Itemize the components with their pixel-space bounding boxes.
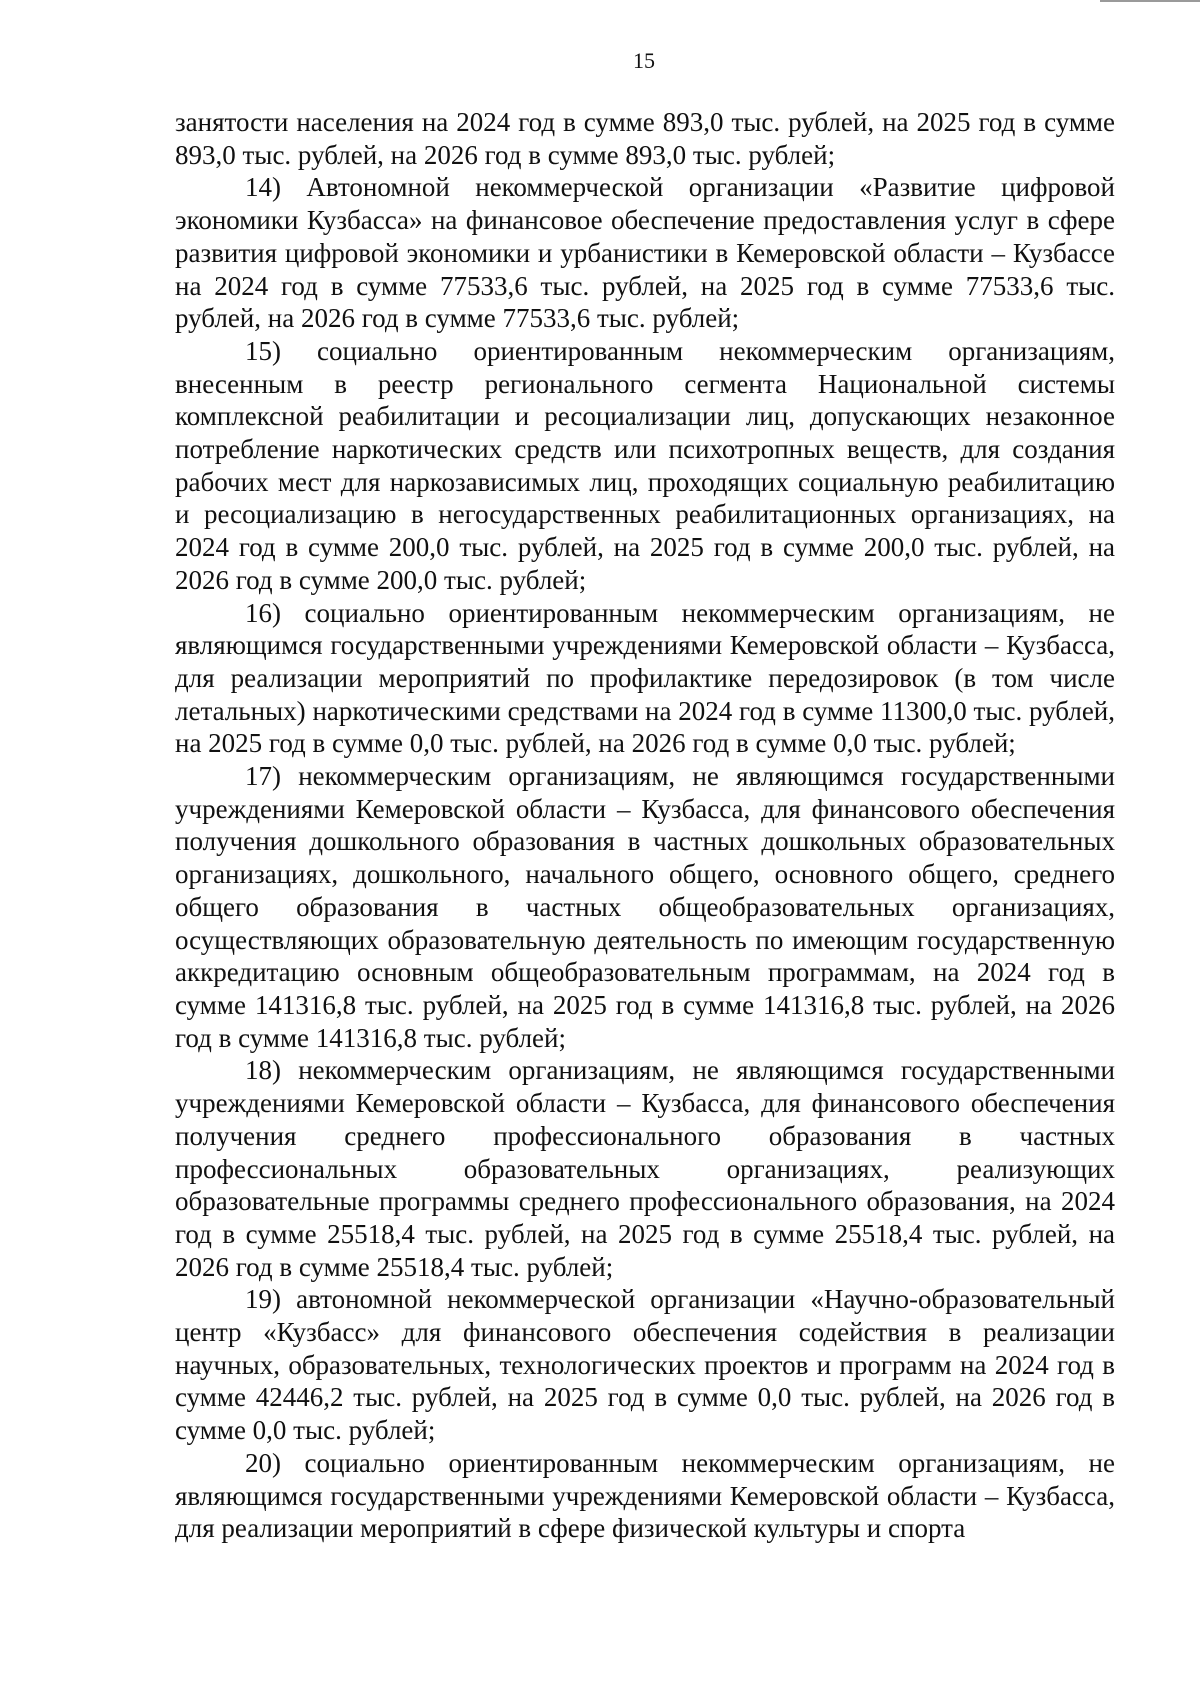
paragraph-item-19: 19) автономной некоммерческой организации «Научно-образовательный центр «Кузбасс» для финансового обеспечения содействия в реализации научных, образовательных, технологических проектов и программ на 2024 год в сумме 42446,2 тыс. рублей, на 2025 год в сумме 0,0 тыс. рублей, на 2026 год в сумме 0,0 тыс. рублей; <box>175 1284 1115 1446</box>
paragraph-item-18: 18) некоммерческим организациям, не являющимся государственными учреждениями Кемеровской области – Кузбасса, для финансового обеспечения получения среднего профессионального образования в частных профессиональных образовательных организациях, реализующих образовательные программы среднего профессионального образования, на 2024 год в сумме 25518,4 тыс. рублей, на 2025 год в сумме 25518,4 тыс. рублей, на 2026 год в сумме 25518,4 тыс. рублей; <box>175 1055 1115 1282</box>
paragraph-item-14: 14) Автономной некоммерческой организации «Развитие цифровой экономики Кузбасса» на финансовое обеспечение предоставления услуг в сфере развития цифровой экономики и урбанистики в Кемеровской области – Кузбассе на 2024 год в сумме 77533,6 тыс. рублей, на 2025 год в сумме 77533,6 тыс. рублей, на 2026 год в сумме 77533,6 тыс. рублей; <box>175 172 1115 334</box>
page-number: 15 <box>633 48 655 73</box>
paragraph-item-17: 17) некоммерческим организациям, не являющимся государственными учреждениями Кемеровской области – Кузбасса, для финансового обеспечения получения дошкольного образования в частных дошкольных образовательных организациях, дошкольного, начального общего, основного общего, среднего общего образования в частных общеобразовательных организациях, осуществляющих образовательную деятельность по имеющим государственную аккредитацию основным общеобразовательным программам, на 2024 год в сумме 141316,8 тыс. рублей, на 2025 год в сумме 141316,8 тыс. рублей, на 2026 год в сумме 141316,8 тыс. рублей; <box>175 761 1115 1053</box>
paragraph-item-15: 15) социально ориентированным некоммерческим организациям, внесенным в реестр регионального сегмента Национальной системы комплексной реабилитации и ресоциализации лиц, допускающих незаконное потребление наркотических средств или психотропных веществ, для создания рабочих мест для наркозависимых лиц, проходящих социальную реабилитацию и ресоциализацию в негосударственных реабилитационных организациях, на 2024 год в сумме 200,0 тыс. рублей, на 2025 год в сумме 200,0 тыс. рублей, на 2026 год в сумме 200,0 тыс. рублей; <box>175 335 1115 595</box>
document-body <box>175 106 1115 1545</box>
scan-edge-mark <box>1100 0 1200 2</box>
paragraph-item-16: 16) социально ориентированным некоммерческим организациям, не являющимся государственными учреждениями Кемеровской области – Кузбасса, для реализации мероприятий по профилактике передозировок (в том числе летальных) наркотическими средствами на 2024 год в сумме 11300,0 тыс. рублей, на 2025 год в сумме 0,0 тыс. рублей, на 2026 год в сумме 0,0 тыс. рублей; <box>175 597 1115 759</box>
paragraph-item-20: 20) социально ориентированным некоммерческим организациям, не являющимся государственными учреждениями Кемеровской области – Кузбасса, для реализации мероприятий в сфере физической культуры и спорта <box>175 1447 1115 1544</box>
paragraph-continuation: занятости населения на 2024 год в сумме 893,0 тыс. рублей, на 2025 год в сумме 893,0 тыс. рублей, на 2026 год в сумме 893,0 тыс. рублей; <box>175 107 1115 170</box>
